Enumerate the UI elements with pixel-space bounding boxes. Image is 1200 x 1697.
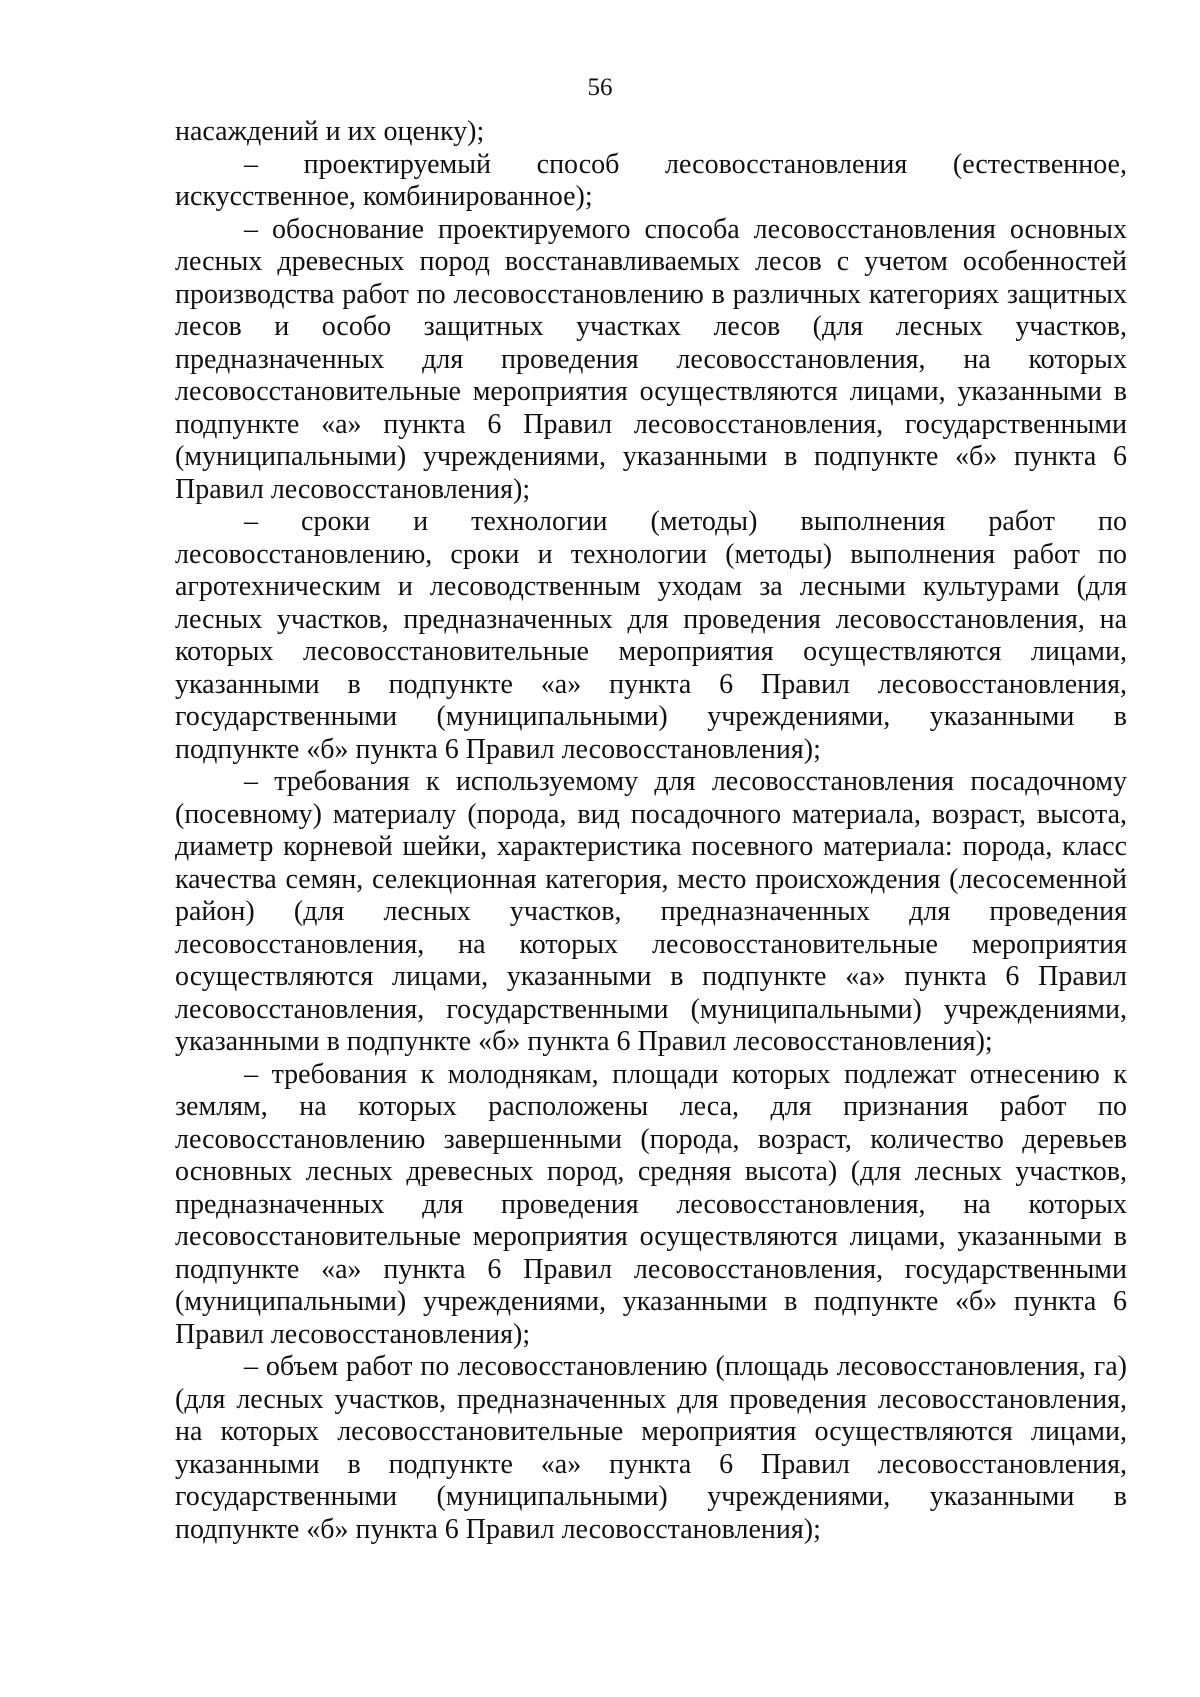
paragraph-restoration-method: – проектируемый способ лесовосстановления (естественное, искусственное, комбинированное); [175, 148, 1127, 212]
paragraph-work-volume: – объем работ по лесовосстановлению (площадь лесовосстановления, га) (для лесных участков, предназначенных для проведения лесовосстановления, на которых лесовосстановительные мероприятия осуществляются лицами, указанными в подпункте «а» пункта 6 Правил лесовосстановления, государственными (муниципальными) учреждениями, указанными в подпункте «б» пункта 6 Правил лесовосстановления); [175, 1351, 1127, 1545]
paragraph-young-stand-requirements: – требования к молоднякам, площади которых подлежат отнесению к землям, на которых расположены леса, для признания работ по лесовосстановлению завершенными (порода, возраст, количество деревьев основных лесных древесных пород, средняя высота) (для лесных участков, предназначенных для проведения лесовосстановления, на которых лесовосстановительные мероприятия осуществляются лицами, указанными в подпункте «а» пункта 6 Правил лесовосстановления, государственными (муниципальными) учреждениями, указанными в подпункте «б» пункта 6 Правил лесовосстановления); [175, 1058, 1127, 1350]
paragraph-method-justification: – обоснование проектируемого способа лесовосстановления основных лесных древесных пород восстанавливаемых лесов с учетом особенностей производства работ по лесовосстановлению в различных категориях защитных лесов и особо защитных участках лесов (для лесных участков, предназначенных для проведения лесовосстановления, на которых лесовосстановительные мероприятия осуществляются лицами, указанными в подпункте «а» пункта 6 Правил лесовосстановления, государственными (муниципальными) учреждениями, указанными в подпункте «б» пункта 6 Правил лесовосстановления); [175, 213, 1127, 505]
paragraph-planting-material-requirements: – требования к используемому для лесовосстановления посадочному (посевному) материалу (порода, вид посадочного материала, возраст, высота, диаметр корневой шейки, характеристика посевного материала: порода, класс качества семян, селекционная категория, место происхождения (лесосеменной район) (для лесных участков, предназначенных для проведения лесовосстановления, на которых лесовосстановительные мероприятия осуществляются лицами, указанными в подпункте «а» пункта 6 Правил лесовосстановления, государственными (муниципальными) учреждениями, указанными в подпункте «б» пункта 6 Правил лесовосстановления); [175, 766, 1127, 1057]
paragraph-continuation: насаждений и их оценку); [175, 116, 485, 147]
document-body [175, 116, 1127, 1546]
paragraph-terms-and-technologies: – сроки и технологии (методы) выполнения работ по лесовосстановлению, сроки и технологии (методы) выполнения работ по агротехническим и лесоводственным уходам за лесными культурами (для лесных участков, предназначенных для проведения лесовосстановления, на которых лесовосстановительные мероприятия осуществляются лицами, указанными в подпункте «а» пункта 6 Правил лесовосстановления, государственными (муниципальными) учреждениями, указанными в подпункте «б» пункта 6 Правил лесовосстановления); [175, 506, 1127, 765]
page-number: 56 [587, 74, 613, 101]
